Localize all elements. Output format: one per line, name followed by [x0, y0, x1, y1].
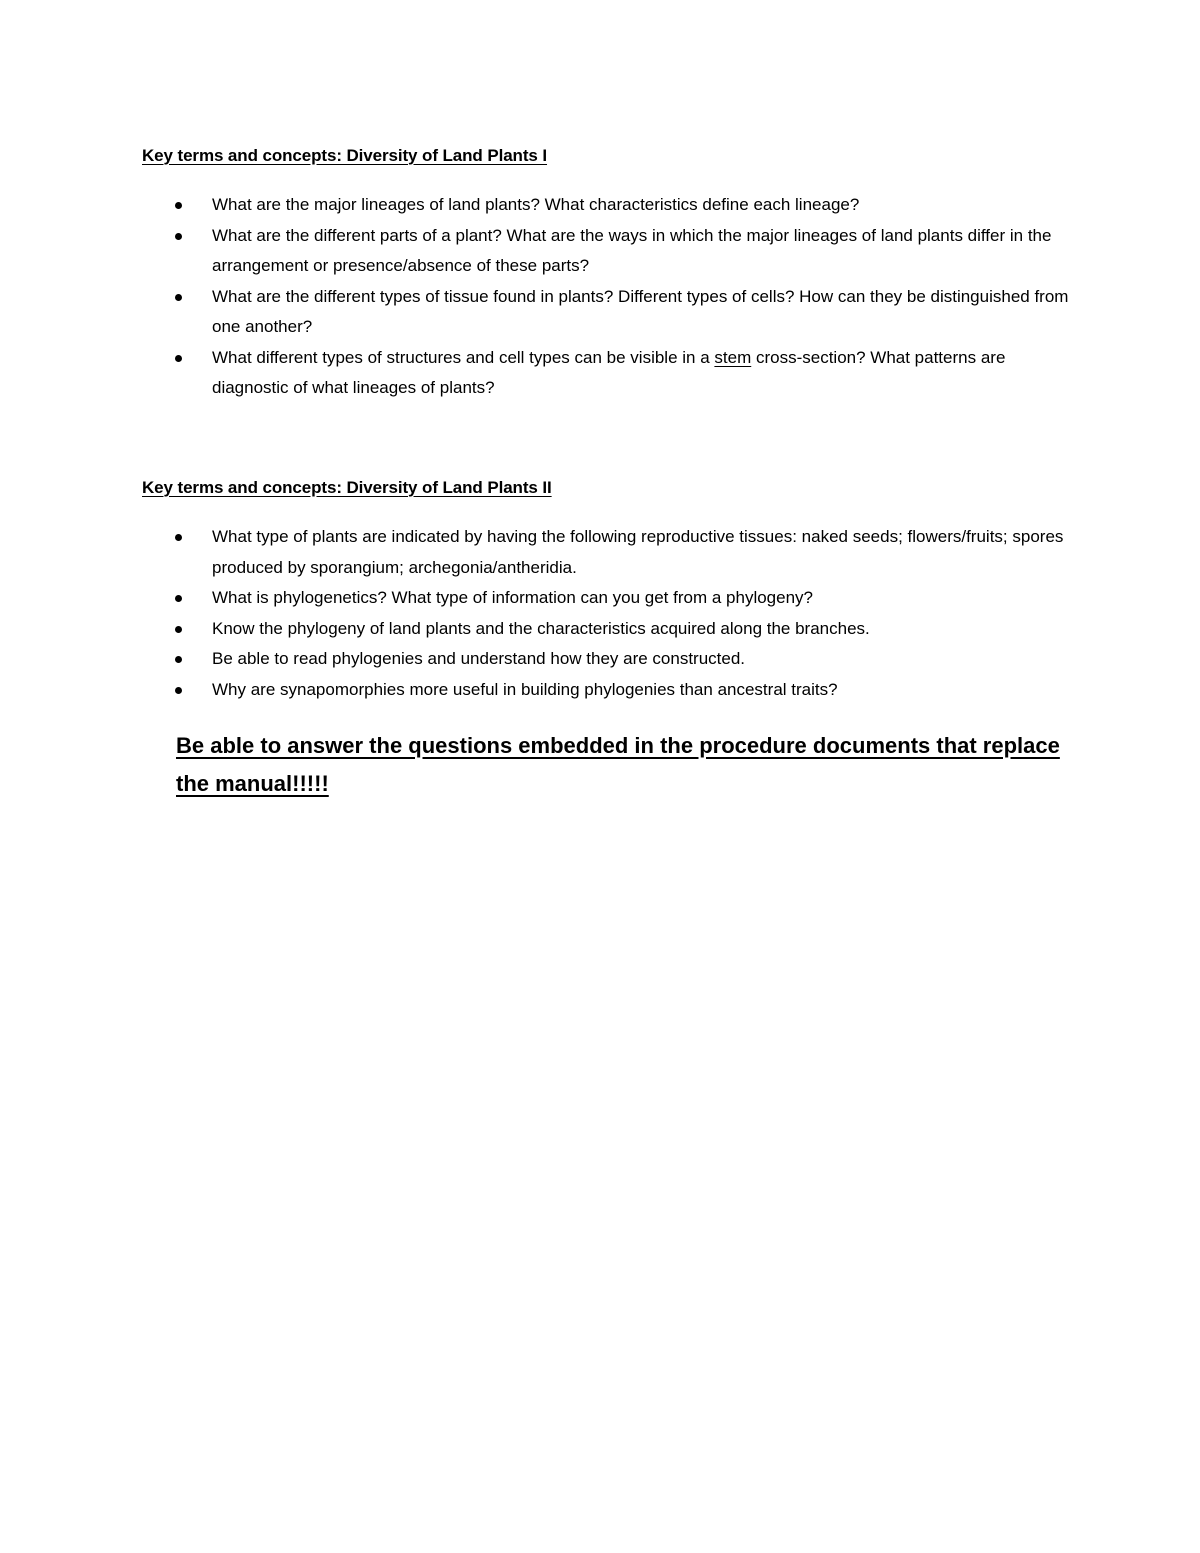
list-item-text-after: cross-section? What patterns are diagnostic of what lineages of plants? [212, 347, 1006, 397]
section-2-list [0, 522, 1082, 705]
list-item-text: What type of plants are indicated by having the following reproductive tissues: naked seeds; flowers/fruits; spores produced by sporangium; archegonia/antheridia. [212, 527, 1064, 577]
list-item [0, 583, 1082, 614]
list-item-text: What are the major lineages of land plants? What characteristics define each lineage? [212, 195, 860, 214]
bullet-icon [175, 233, 182, 240]
list-item [0, 522, 1082, 583]
list-item [0, 282, 1082, 343]
list-item [0, 343, 1082, 404]
section-1-list [0, 190, 1082, 404]
bullet-icon [175, 534, 182, 541]
bullet-icon [175, 355, 182, 362]
list-item-text: What is phylogenetics? What type of information can you get from a phylogeny? [212, 588, 813, 607]
section-2-heading: Key terms and concepts: Diversity of Land Plants II [142, 478, 552, 497]
list-item-text: Why are synapomorphies more useful in building phylogenies than ancestral traits? [212, 679, 838, 699]
list-item [0, 221, 1082, 282]
closing-note: Be able to answer the questions embedded in the procedure documents that replace the manual!!!!! [176, 733, 1060, 796]
bullet-icon [175, 202, 182, 209]
list-item-text: Know the phylogeny of land plants and the characteristics acquired along the branches. [212, 618, 870, 638]
list-item [0, 644, 1082, 675]
bullet-icon [175, 626, 182, 633]
list-item [0, 190, 1082, 221]
bullet-icon [175, 656, 182, 663]
list-item [0, 614, 1082, 645]
bullet-icon [175, 294, 182, 301]
bullet-icon [175, 595, 182, 602]
list-item-text: What are the different types of tissue found in plants? Different types of cells? How can they be distinguished from one another? [212, 286, 1069, 336]
list-item-text-before: What different types of structures and cell types can be visible in a [212, 347, 715, 367]
list-item-text: What are the different parts of a plant? What are the ways in which the major lineages of land plants differ in the arrangement or presence/absence of these parts? [212, 225, 1052, 275]
list-item [0, 675, 1082, 706]
bullet-icon [175, 687, 182, 694]
underlined-term: stem [714, 347, 752, 367]
section-1-heading: Key terms and concepts: Diversity of Land Plants I [142, 146, 548, 165]
list-item-text: Be able to read phylogenies and understand how they are constructed. [212, 649, 746, 668]
